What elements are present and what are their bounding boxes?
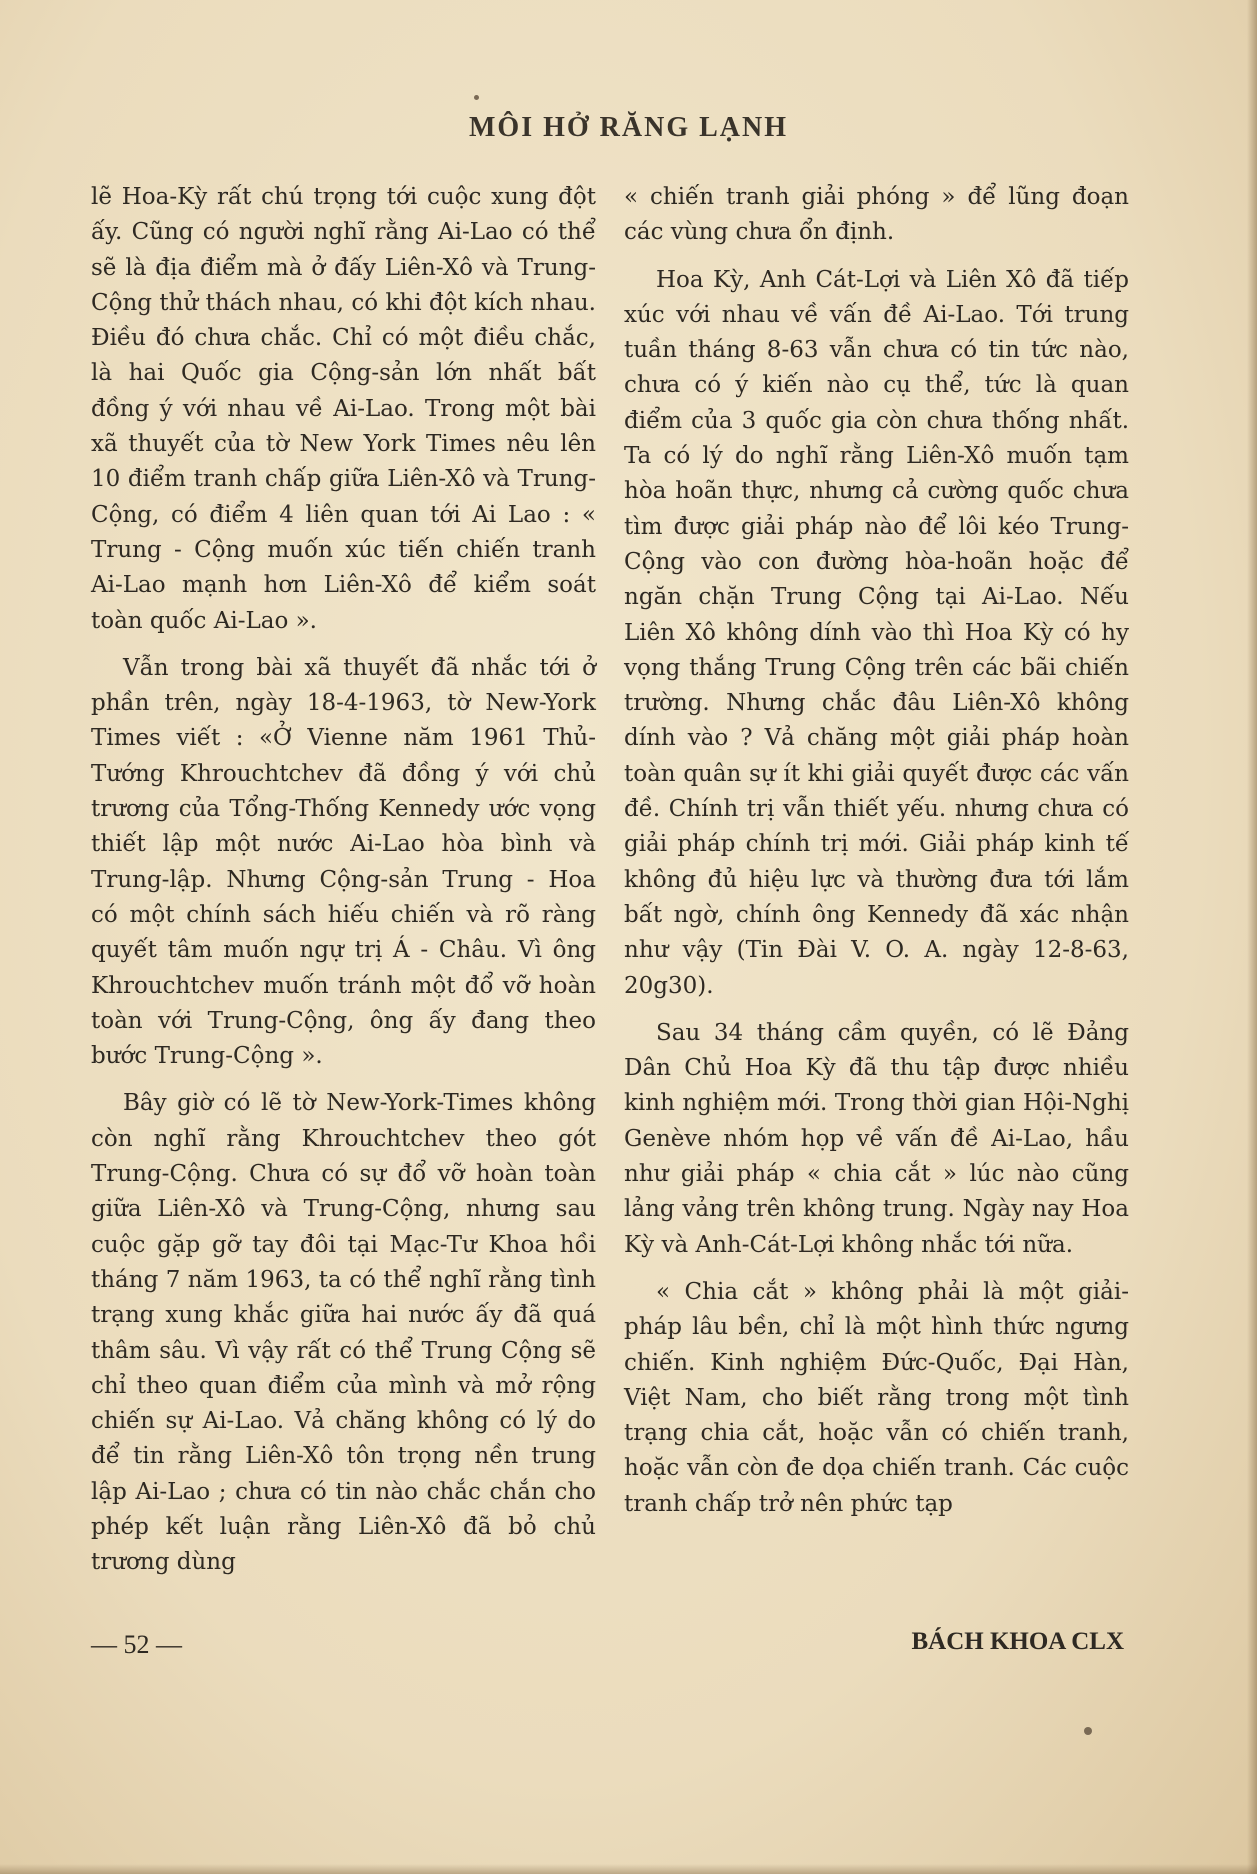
page-edge-shadow bbox=[1247, 0, 1257, 1874]
paragraph: Hoa Kỳ, Anh Cát-Lợi và Liên Xô đã tiếp xúc với nhau về vấn đề Ai-Lao. Tới trung tuần tháng 8-63 vẫn chưa có tin tức nào, chưa có ý kiến nào cụ thể, tức là quan điểm của 3 quốc gia còn chưa thống nhất. Ta có lý do nghĩ rằng Liên-Xô muốn tạm hòa hoãn thực, nhưng cả cường quốc chưa tìm được giải pháp nào để lôi kéo Trung-Cộng vào con đường hòa-hoãn hoặc để ngăn chặn Trung Cộng tại Ai-Lao. Nếu Liên Xô không dính vào thì Hoa Kỳ có hy vọng thắng Trung Cộng trên các bãi chiến trường. Nhưng chắc đâu Liên-Xô không dính vào ? Vả chăng một giải pháp hoàn toàn quân sự ít khi giải quyết được các vấn đề. Chính trị vẫn thiết yếu. nhưng chưa có giải pháp chính trị mới. Giải pháp kinh tế không đủ hiệu lực và thường đưa tới lắm bất ngờ, chính ông Kennedy đã xác nhận như vậy (Tin Đài V. O. A. ngày 12-8-63, 20g30). bbox=[624, 266, 1129, 999]
page-number: — 52 — bbox=[91, 1630, 182, 1659]
paragraph: Sau 34 tháng cầm quyền, có lẽ Đảng Dân Chủ Hoa Kỳ đã thu tập được nhiều kinh nghiệm mới. Trong thời gian Hội-Nghị Genève nhóm họp về vấn đề Ai-Lao, hầu như giải pháp « chia cắt » lúc nào cũng lảng vảng trên không trung. Ngày nay Hoa Kỳ và Anh-Cát-Lợi không nhắc tới nữa. bbox=[624, 1019, 1129, 1258]
running-header: MÔI HỞ RĂNG LẠNH bbox=[469, 112, 788, 143]
paragraph: Vẫn trong bài xã thuyết đã nhắc tới ở phần trên, ngày 18-4-1963, tờ New-York Times viết : «Ở Vienne năm 1961 Thủ-Tướng Khrouchtchev đã đồng ý với chủ trương của Tổng-Thống Kennedy ước vọng thiết lập một nước Ai-Lao hòa bình và Trung-lập. Nhưng Cộng-sản Trung - Hoa có một chính sách hiếu chiến và rõ ràng quyết tâm muốn ngự trị Á - Châu. Vì ông Khrouchtchev muốn tránh một đổ vỡ hoàn toàn với Trung-Cộng, ông ấy đang theo bước Trung-Cộng ». bbox=[91, 654, 596, 1070]
paragraph: Bây giờ có lẽ tờ New-York-Times không còn nghĩ rằng Khrouchtchev theo gót Trung-Cộng. Chưa có sự đổ vỡ hoàn toàn giữa Liên-Xô và Trung-Cộng, nhưng sau cuộc gặp gỡ tay đôi tại Mạc-Tư Khoa hồi tháng 7 năm 1963, ta có thể nghĩ rằng tình trạng xung khắc giữa hai nước ấy đã quá thâm sâu. Vì vậy rất có thể Trung Cộng sẽ chỉ theo quan điểm của mình và mở rộng chiến sự Ai-Lao. Vả chăng không có lý do để tin rằng Liên-Xô tôn trọng nền trung lập Ai-Lao ; chưa có tin nào chắc chắn cho phép kết luận rằng Liên-Xô đã bỏ chủ trương dùng bbox=[91, 1090, 596, 1576]
page-edge-shadow-bottom bbox=[0, 1864, 1257, 1874]
left-column bbox=[91, 180, 596, 1581]
ink-speck bbox=[474, 95, 479, 100]
paragraph: « Chia cắt » không phải là một giải-pháp lâu bền, chỉ là một hình thức ngưng chiến. Kinh nghiệm Đức-Quốc, Đại Hàn, Việt Nam, cho biết rằng trong một tình trạng chia cắt, hoặc vẫn có chiến tranh, hoặc vẫn còn đe dọa chiến tranh. Các cuộc tranh chấp trở nên phức tạp bbox=[624, 1278, 1129, 1517]
paragraph: lẽ Hoa-Kỳ rất chú trọng tới cuộc xung đột ấy. Cũng có người nghĩ rằng Ai-Lao có thể sẽ là địa điểm mà ở đấy Liên-Xô và Trung-Cộng thử thách nhau, có khi đột kích nhau. Điều đó chưa chắc. Chỉ có một điều chắc, là hai Quốc gia Cộng-sản lớn nhất bất đồng ý với nhau về Ai-Lao. Trong một bài xã thuyết của tờ New York Times nêu lên 10 điểm tranh chấp giữa Liên-Xô và Trung-Cộng, có điểm 4 liên quan tới Ai Lao : « Trung - Cộng muốn xúc tiến chiến tranh Ai-Lao mạnh hơn Liên-Xô để kiểm soát toàn quốc Ai-Lao ». bbox=[91, 184, 596, 634]
paragraph: « chiến tranh giải phóng » để lũng đoạn các vùng chưa ổn định. bbox=[624, 184, 1129, 246]
ink-speck bbox=[1084, 1727, 1092, 1735]
publication-name: BÁCH KHOA CLX bbox=[911, 1628, 1124, 1655]
right-column bbox=[624, 180, 1129, 1522]
